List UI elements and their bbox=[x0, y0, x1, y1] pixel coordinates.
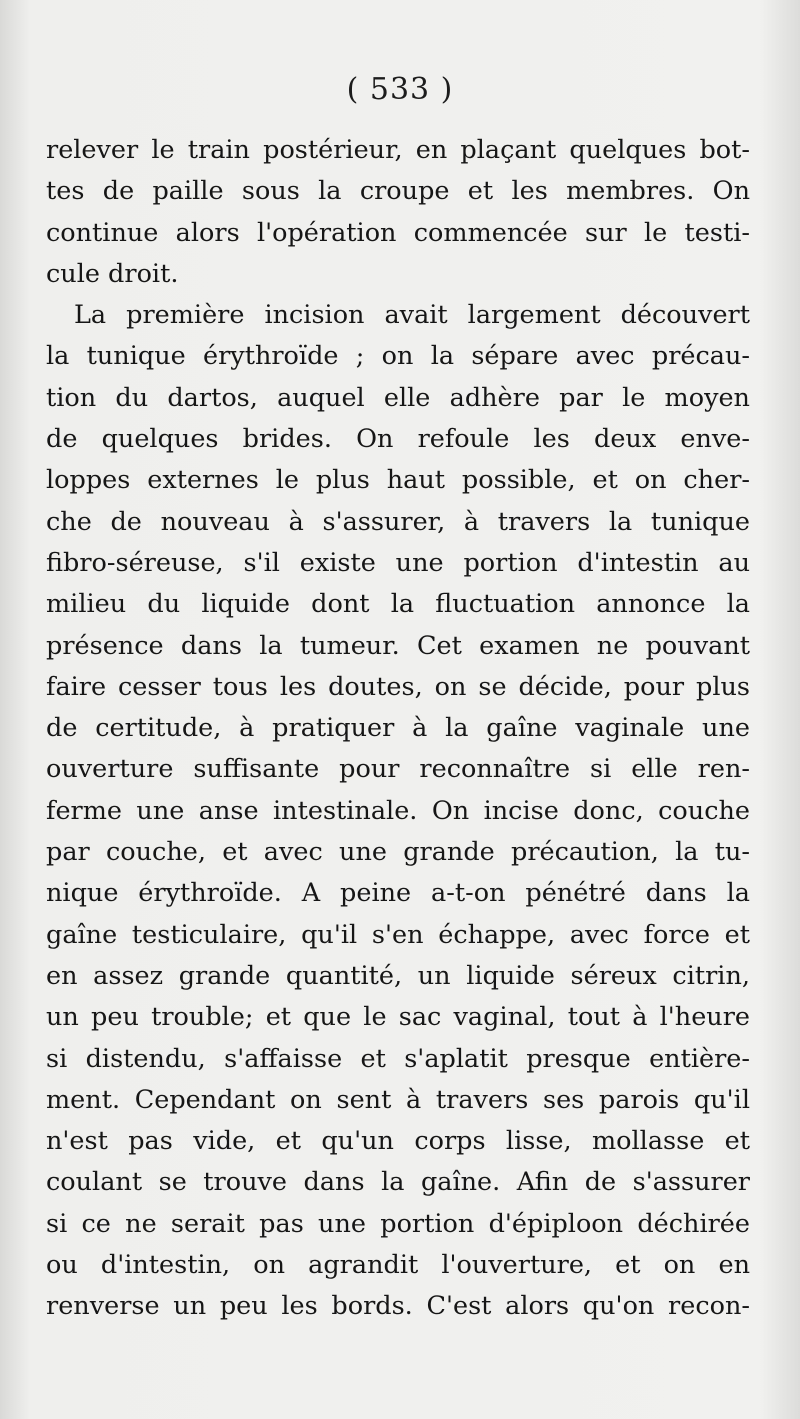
text-line: si ce ne serait pas une portion d'épiploon déchirée bbox=[46, 1208, 750, 1239]
text-line: cule droit. bbox=[46, 258, 179, 289]
text-line: en assez grande quantité, un liquide séreux citrin, bbox=[46, 960, 750, 991]
text-line: tion du dartos, auquel elle adhère par le moyen bbox=[46, 382, 750, 413]
text-line: si distendu, s'affaisse et s'aplatit presque entière- bbox=[46, 1043, 750, 1074]
text-line: ment. Cependant on sent à travers ses parois qu'il bbox=[46, 1084, 750, 1115]
text-line: faire cesser tous les doutes, on se décide, pour plus bbox=[46, 671, 750, 702]
text-line: n'est pas vide, et qu'un corps lisse, mollasse et bbox=[46, 1126, 750, 1157]
text-line: fibro-séreuse, s'il existe une portion d'intestin au bbox=[46, 547, 750, 578]
paragraph-first-line: La première incision avait largement découvert bbox=[74, 300, 750, 331]
text-line: de certitude, à pratiquer à la gaîne vaginale une bbox=[46, 713, 750, 744]
text-line: milieu du liquide dont la fluctuation annonce la bbox=[46, 589, 750, 620]
page-number: ( 533 ) bbox=[346, 72, 454, 107]
text-line: la tunique érythroïde ; on la sépare avec précau- bbox=[46, 341, 750, 372]
text-line: che de nouveau à s'assurer, à travers la tunique bbox=[46, 506, 750, 537]
text-line: gaîne testiculaire, qu'il s'en échappe, avec force et bbox=[46, 919, 750, 950]
text-line: ferme une anse intestinale. On incise donc, couche bbox=[46, 795, 750, 826]
text-line: un peu trouble; et que le sac vaginal, tout à l'heure bbox=[46, 1002, 750, 1033]
text-line: loppes externes le plus haut possible, et on cher- bbox=[46, 465, 750, 496]
text-line: de quelques brides. On refoule les deux enve- bbox=[46, 424, 750, 455]
text-line: nique érythroïde. A peine a-t-on pénétré dans la bbox=[46, 878, 750, 909]
text-line: ouverture suffisante pour reconnaître si elle ren- bbox=[46, 754, 750, 785]
text-line: relever le train postérieur, en plaçant quelques bot- bbox=[46, 135, 750, 165]
text-line: ou d'intestin, on agrandit l'ouverture, et on en bbox=[46, 1250, 750, 1281]
text-line: continue alors l'opération commencée sur le testi- bbox=[46, 217, 750, 248]
text-line: renverse un peu les bords. C'est alors qu'on recon- bbox=[46, 1291, 750, 1322]
text-line: tes de paille sous la croupe et les membres. On bbox=[46, 176, 750, 207]
text-line: par couche, et avec une grande précaution, la tu- bbox=[46, 837, 750, 868]
body-text bbox=[46, 130, 750, 1328]
text-line: présence dans la tumeur. Cet examen ne pouvant bbox=[46, 630, 750, 661]
text-line: coulant se trouve dans la gaîne. Afin de s'assurer bbox=[46, 1167, 750, 1198]
